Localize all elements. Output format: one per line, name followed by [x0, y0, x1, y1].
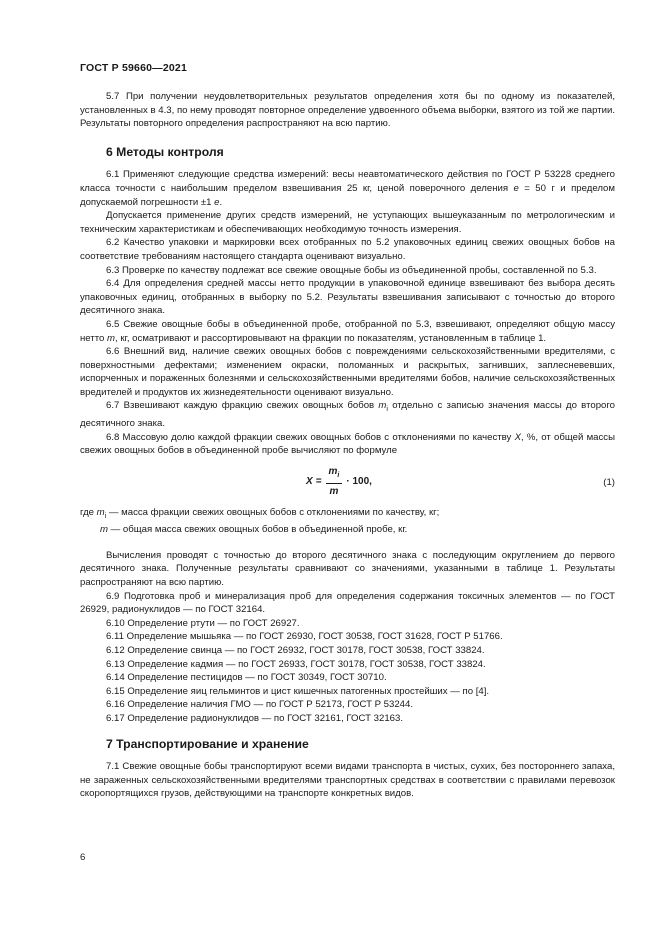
p68-symbol-x: X [514, 431, 521, 443]
paragraph-6-5 [80, 318, 615, 345]
paragraph-6-15: 6.15 Определение яиц гельминтов и цист кишечных патогенных простейших — по [4]. [106, 685, 490, 697]
paragraph-6-10: 6.10 Определение ртути — по ГОСТ 26927. [106, 617, 300, 629]
formula-num-m: m [328, 465, 338, 477]
legend-row-m [80, 523, 615, 537]
p67-subscript-i: i [386, 406, 388, 414]
formula-num-sub: i [337, 471, 340, 479]
formula-rhs: · 100, [346, 475, 372, 487]
legend-symbol-mi: m [96, 506, 105, 518]
paragraph-calculation: Вычисления проводят с точностью до второго десятичного знака с последующим округлением до первого десятичного знака. Полученные результаты сравнивают со значениями, указанными в таблице 1. Результаты распространяют на всю партию. [80, 549, 615, 589]
page-number: 6 [80, 852, 86, 863]
formula-fraction [326, 466, 343, 498]
paragraph-6-17: 6.17 Определение радионуклидов — по ГОСТ 32161, ГОСТ 32163. [106, 712, 403, 724]
p61-symbol-e2: е [214, 196, 220, 208]
legend-desc-m: — общая масса свежих овощных бобов в объединенной пробе, кг. [108, 524, 408, 536]
paragraph-6-1-note: Допускается применение других средств измерений, не уступающих вышеуказанным по метрологическим и техническим характеристикам и обеспечивающих необходимую точность измерения. [80, 210, 615, 235]
paragraph-6-2: 6.2 Качество упаковки и маркировки всех отобранных по 5.2 упаковочных единиц свежих овощных бобов на соответствие требованиям настоящего стандарта оценивают визуально. [80, 237, 615, 262]
document-body [80, 90, 615, 801]
section-heading-7: 7 Транспортирование и хранение [106, 736, 309, 751]
p68-text-a: 6.8 Массовую долю каждой фракции свежих овощных бобов с отклонениями по качеству [106, 431, 515, 443]
paragraph-6-3: 6.3 Проверке по качеству подлежат все свежие овощные бобы из объединенной пробы, составленной по 5.3. [106, 264, 597, 276]
legend-sub-i: i [104, 512, 107, 520]
legend-row-mi [80, 506, 615, 524]
paragraph-6-14: 6.14 Определение пестицидов — по ГОСТ 30349, ГОСТ 30710. [106, 672, 387, 684]
paragraph-6-7 [80, 399, 615, 430]
paragraph-6-6: 6.6 Внешний вид, наличие свежих овощных бобов с повреждениями сельскохозяйственными вредителями, с поверхностными дефектами; изменением окраски, поломанных и раскрытых, загнивших, заплесневевших, испорченных и пораженных болезнями и сельскохозяйственными вредителями бобов, наличие сельскохозяйственных вредителей и продуктов их жизнедеятельности оценивают визуально. [80, 346, 615, 398]
formula-numerator [326, 466, 343, 484]
legend-symbol-m: m [100, 524, 108, 536]
formula-legend [80, 506, 615, 537]
formula-lhs: X [306, 475, 313, 487]
p67-text-b: отдельно с записью значения массы до второго десятичного знака. [80, 400, 615, 429]
p65-text-a: 6.5 Свежие овощные бобы в объединенной пробе, отобранной по 5.3, взвешивают, определяют общую массу нетто [80, 318, 615, 344]
p65-symbol-m: m [107, 332, 115, 344]
formula-block [80, 464, 615, 502]
standard-header: ГОСТ Р 59660—2021 [80, 62, 188, 74]
formula-denominator: m [329, 485, 339, 497]
formula-number: (1) [603, 476, 615, 488]
section-heading-6: 6 Методы контроля [106, 144, 224, 159]
legend-prefix: где [80, 506, 97, 518]
p61-text-b: = 50 г и пределом допускаемой погрешности ±1 [80, 182, 615, 208]
paragraph-6-12: 6.12 Определение свинца — по ГОСТ 26932, ГОСТ 30178, ГОСТ 30538, ГОСТ 33824. [106, 645, 485, 656]
p61-text-c: . [219, 196, 223, 208]
paragraph-6-1 [80, 168, 615, 209]
paragraph-7-1: 7.1 Свежие овощные бобы транспортируют всеми видами транспорта в чистых, сухих, без постороннего запаха, не зараженных сельскохозяйственными вредителями транспортных средствах в соответствии с правилами перевозок скоропортящихся грузов, действующими на транспорте конкретных видов. [80, 761, 615, 800]
paragraph-6-11: 6.11 Определение мышьяка — по ГОСТ 26930, ГОСТ 30538, ГОСТ 31628, ГОСТ Р 51766. [106, 631, 503, 643]
paragraph-6-16: 6.16 Определение наличия ГМО — по ГОСТ Р 52173, ГОСТ Р 53244. [106, 699, 414, 711]
p61-text-a: 6.1 Применяют следующие средства измерений: весы неавтоматического действия по ГОСТ Р 53228 среднего класса точности с наибольшим пределом взвешивания 25 кг, ценой поверочного деления [80, 169, 615, 194]
p67-symbol-m: m [378, 400, 387, 412]
paragraph-6-9: 6.9 Подготовка проб и минерализация проб для определения содержания токсичных элементов — по ГОСТ 26929, радионуклидов — по ГОСТ 32164. [80, 590, 615, 616]
paragraph-6-8 [80, 431, 615, 458]
paragraph-6-13: 6.13 Определение кадмия — по ГОСТ 26933, ГОСТ 30178, ГОСТ 30538, ГОСТ 33824. [106, 658, 486, 670]
p67-text-a: 6.7 Взвешивают каждую фракцию свежих овощных бобов [106, 400, 379, 412]
formula-equals: = [315, 475, 322, 487]
paragraph-6-4: 6.4 Для определения средней массы нетто продукции в упаковочной единице взвешивают без выбора десять упаковочных единиц, отобранных в выборку по 5.2. Результаты взвешивания записывают с точностью до второго десятичного знака. [80, 278, 615, 317]
p61-symbol-e: е [513, 182, 519, 194]
formula [306, 466, 372, 498]
p68-text-b: , %, от общей массы свежих овощных бобов в объединенной пробе вычисляют по формуле [80, 431, 615, 457]
legend-desc-mi: — масса фракции свежих овощных бобов с отклонениями по качеству, кг; [106, 506, 440, 518]
paragraph-5-7: 5.7 При получении неудовлетворительных результатов определения хотя бы по одному из показателей, установленных в 4.3, по нему проводят повторное определение удвоенного объема выборки, взятого из той же партии. Результаты повторного определения распространяют на всю партию. [80, 91, 615, 130]
p65-text-b: , кг, осматривают и рассортировывают на фракции по показателям, установленным в таблице 1. [115, 332, 547, 344]
